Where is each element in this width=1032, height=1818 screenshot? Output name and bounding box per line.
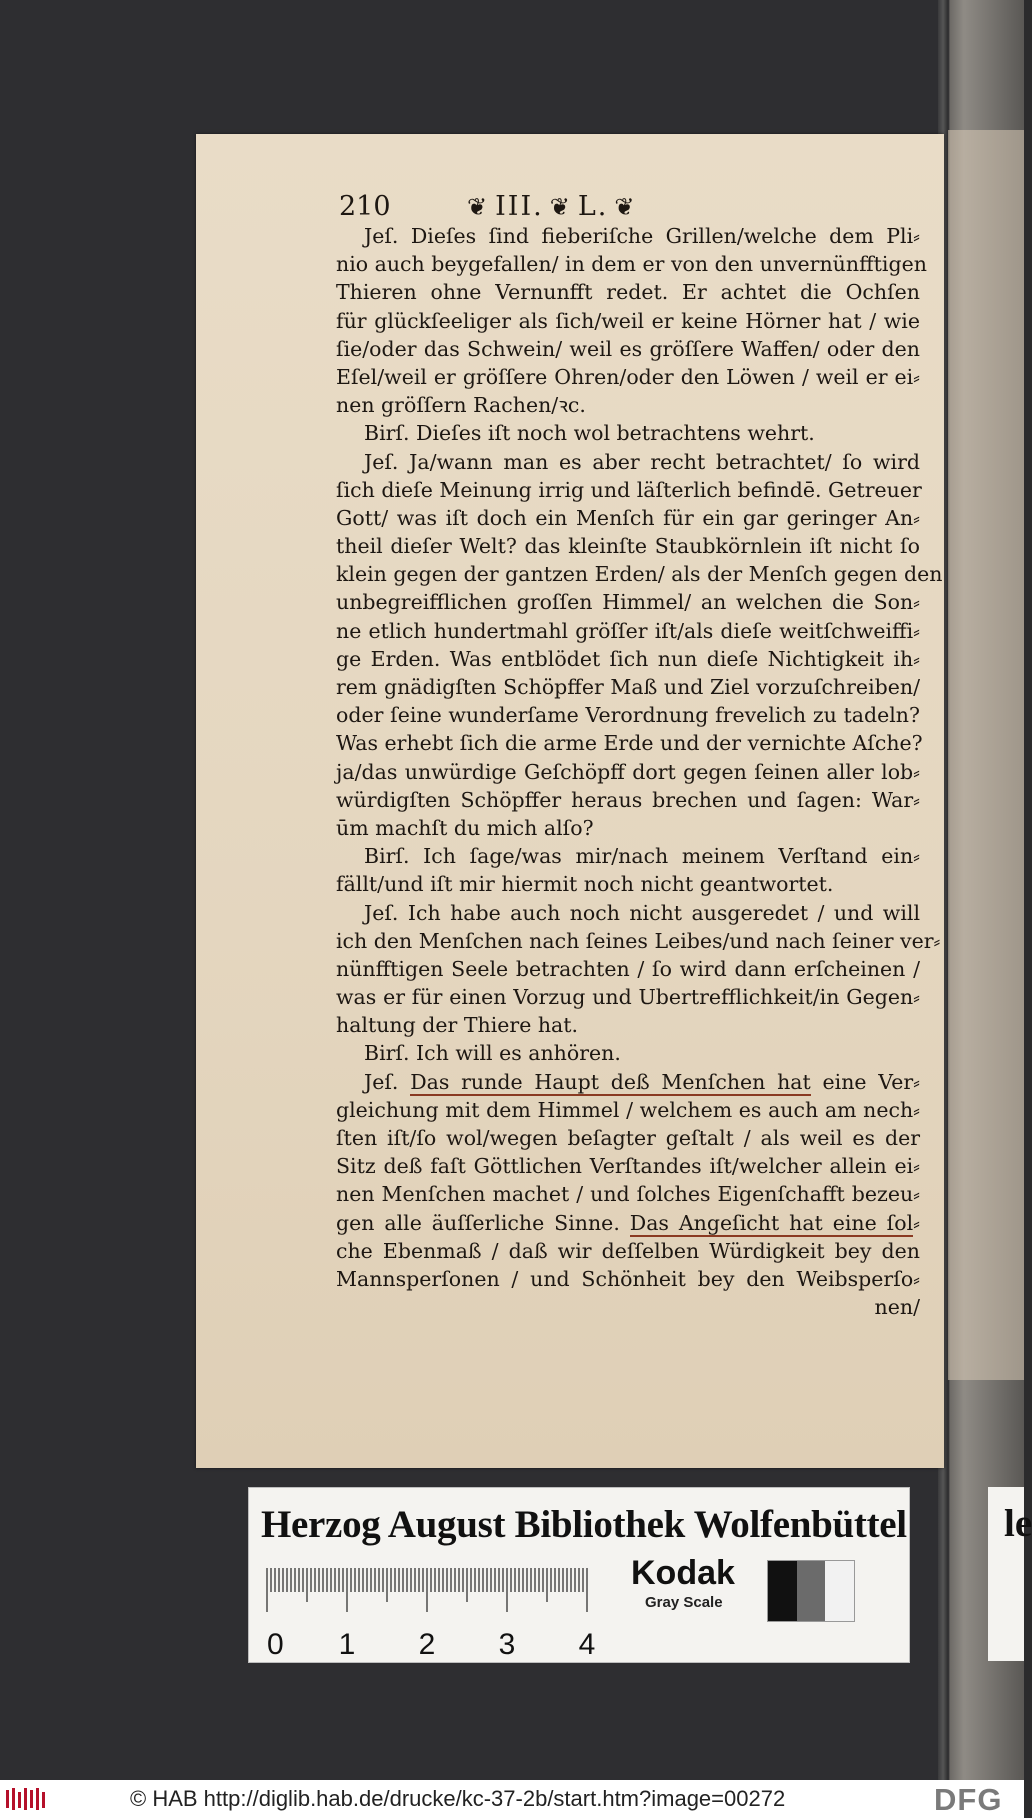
text-line: Birſ. Ich ſage/was mir/nach meinem Verſtand ein⸗ — [364, 844, 920, 869]
library-color-card — [248, 1487, 910, 1663]
page-header — [339, 186, 779, 226]
text-line: Birſ. Dieſes iſt noch wol betrachtens wehrt. — [364, 421, 815, 446]
text-line: ſten iſt/ſo wol/wegen beſagter geſtalt / als weil es der — [336, 1126, 920, 1150]
text-line: ſich dieſe Meinung irrig und läſterlich befindē. Getreuer — [336, 477, 922, 502]
ruler-number: 3 — [498, 1628, 516, 1661]
text-line: Jeſ. Ich habe auch noch nicht ausgeredet / und will — [364, 900, 920, 925]
text-segment: ⸗ — [913, 1210, 920, 1235]
adjacent-page — [948, 130, 1024, 1380]
text-line: ūm machſt du mich alſo? — [336, 815, 594, 840]
ruler-number: 4 — [578, 1628, 596, 1661]
text-line: nünfftigen Seele betrachten / ſo wird dann erſcheinen / — [336, 956, 920, 981]
text-line: was er für einen Vorzug und Ubertrefflichkeit/in Gegen⸗ — [336, 985, 920, 1010]
text-line: ich den Menſchen nach ſeines Leibes/und nach ſeiner ver⸗ — [336, 928, 941, 953]
gray-patch — [768, 1561, 797, 1621]
page-text — [336, 222, 943, 1321]
text-line: rem gnädigſten Schöpffer Maß und Ziel vorzuſchreiben/ — [336, 675, 920, 699]
ruler-number: 0 — [267, 1628, 284, 1661]
hab-logo-icon — [4, 1786, 48, 1812]
text-line: Gott/ was iſt doch ein Menſch für ein gar geringer An⸗ — [336, 505, 920, 530]
text-line: fällt/und iſt mir hiermit noch nicht geantwortet. — [336, 872, 834, 897]
text-line: oder ſeine wunderſame Verordnung frevelich zu tadeln? — [336, 703, 920, 728]
text-line: ne etlich hundertmahl gröſſer iſt/als dieſe weitſchweiffi⸗ — [336, 618, 920, 643]
gray-patch — [825, 1561, 854, 1621]
fleuron-icon: ❦ — [614, 192, 637, 221]
text-line: klein gegen der gantzen Erden/ als der Menſch gegen den — [336, 562, 943, 587]
text-line: unbegreifflichen groſſen Himmel/ an welchen die Son⸗ — [336, 590, 920, 615]
ruler-number: 1 — [338, 1628, 356, 1661]
dfg-logo: DFG — [934, 1782, 1003, 1817]
adjacent-card-text: le — [1004, 1502, 1032, 1545]
text-line: nen Menſchen machet / und ſolches Eigenſchafft bezeu⸗ — [336, 1182, 920, 1207]
text-segment: Jeſ. — [364, 1069, 411, 1094]
adjacent-card-edge — [988, 1487, 1032, 1661]
underlined-passage: Das Angeſicht hat eine ſol — [629, 1210, 914, 1235]
ruler-scale — [263, 1564, 603, 1660]
underlined-passage: Das runde Haupt deß Menſchen hat — [410, 1069, 811, 1094]
text-segment: gen alle äuſſerliche Sinne. — [336, 1210, 630, 1235]
kodak-logo: Kodak — [631, 1554, 735, 1592]
running-head-letter: L. — [577, 190, 609, 222]
library-name: Herzog August Bibliothek Wolfenbüttel — [261, 1503, 907, 1546]
gray-scale-patches — [767, 1560, 855, 1622]
text-line: gleichung mit dem Himmel / welchem es auch am nech⸗ — [336, 1097, 920, 1122]
text-line: che Ebenmaß / daß wir deſſelben Würdigkeit bey den — [336, 1238, 920, 1263]
text-line: nen/ — [874, 1295, 920, 1320]
footer-bar — [0, 1780, 1024, 1818]
gray-scale-label: Gray Scale — [645, 1594, 723, 1611]
text-line: nio auch beygefallen/ in dem er von den unvernünfftigen — [336, 252, 927, 277]
text-line: Sitz deß faſt Göttlichen Verſtandes iſt/welcher allein ei⸗ — [336, 1154, 920, 1179]
text-line: haltung der Thiere hat. — [336, 1013, 579, 1038]
source-link[interactable]: © HAB http://diglib.hab.de/drucke/kc-37-2b/start.htm?image=00272 — [130, 1786, 786, 1811]
text-line: Thieren ohne Vernunfft redet. Er achtet die Ochſen — [336, 280, 920, 305]
text-line: Eſel/weil er gröſſere Ohren/oder den Löwen / weil er ei⸗ — [336, 364, 920, 389]
text-line: Mannsperſonen / und Schönheit bey den Weibsperſo⸗ — [336, 1266, 920, 1291]
page-number: 210 — [339, 190, 391, 222]
running-head — [461, 191, 642, 222]
text-line: Birſ. Ich will es anhören. — [364, 1041, 621, 1066]
fleuron-icon: ❦ — [467, 192, 490, 221]
book-page — [196, 134, 944, 1468]
gray-patch — [797, 1561, 826, 1621]
text-line — [336, 1209, 920, 1237]
text-line — [336, 1068, 920, 1096]
text-line: ja/das unwürdige Geſchöpff dort gegen ſeinen aller lob⸗ — [336, 759, 920, 784]
text-line: Jeſ. Ja/wann man es aber recht betrachtet/ ſo wird — [364, 449, 920, 474]
text-line: Was erhebt ſich die arme Erde und der vernichte Aſche? — [336, 731, 923, 756]
text-line: Jeſ. Dieſes ſind fieberiſche Grillen/welche dem Pli⸗ — [364, 224, 920, 248]
text-segment: eine Ver⸗ — [810, 1069, 920, 1094]
ruler-number: 2 — [418, 1628, 436, 1661]
text-line: ge Erden. Was entblödet ſich nun dieſe Nichtigkeit ih⸗ — [336, 646, 920, 671]
text-line: für glückſeeliger als ſich/weil er keine Hörner hat / wie — [336, 308, 920, 333]
text-line: würdigſten Schöpffer heraus brechen und ſagen: War⸗ — [336, 787, 920, 812]
running-head-numeral: III. — [495, 190, 544, 222]
text-line: theil dieſer Welt? das kleinſte Staubkörnlein iſt nicht ſo — [336, 534, 920, 559]
fleuron-icon: ❦ — [549, 192, 572, 221]
text-line: nen gröſſern Rachen/ꝛc. — [336, 393, 586, 418]
text-line: ſie/oder das Schwein/ weil es gröſſere Waffen/ oder den — [336, 336, 920, 361]
